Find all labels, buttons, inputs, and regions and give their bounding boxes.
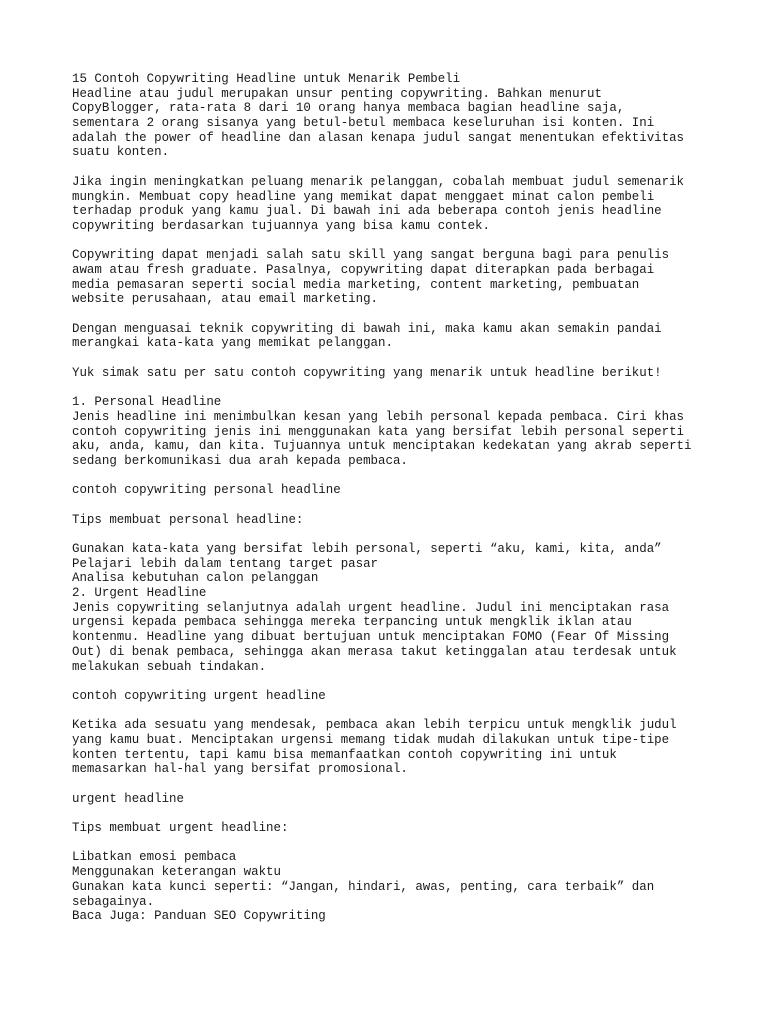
text-line: adalah the power of headline dan alasan kenapa judul sangat menentukan efektivitas xyxy=(72,130,685,145)
text-line: awam atau fresh graduate. Pasalnya, copywriting dapat diterapkan pada berbagai xyxy=(72,262,655,277)
text-line: Headline atau judul merupakan unsur penting copywriting. Bahkan menurut xyxy=(72,86,602,101)
blank-line xyxy=(72,836,712,851)
blank-line xyxy=(72,704,712,719)
text-line: Analisa kebutuhan calon pelanggan xyxy=(72,571,319,586)
text-line: suatu konten. xyxy=(72,145,170,160)
blank-line xyxy=(72,234,712,249)
text-line: contoh copywriting jenis ini menggunakan kata yang bersifat lebih personal seperti xyxy=(72,424,685,439)
blank-line xyxy=(72,307,712,322)
text-line: urgent headline xyxy=(72,791,184,806)
text-line: Jenis copywriting selanjutnya adalah urgent headline. Judul ini menciptakan rasa xyxy=(72,600,670,615)
text-line: Yuk simak satu per satu contoh copywriting yang menarik untuk headline berikut! xyxy=(72,365,662,380)
text-line: melakukan sebuah tindakan. xyxy=(72,659,267,674)
text-line: konten tertentu, tapi kamu bisa memanfaatkan contoh copywriting ini untuk xyxy=(72,747,617,762)
text-line: Menggunakan keterangan waktu xyxy=(72,865,281,880)
blank-line xyxy=(72,380,712,395)
blank-line xyxy=(72,351,712,366)
text-line: merangkai kata-kata yang memikat pelanggan. xyxy=(72,336,393,351)
blank-line xyxy=(72,469,712,484)
text-line: Out) di benak pembaca, sehingga akan merasa takut ketinggalan atau terdesak untuk xyxy=(72,644,677,659)
text-line: contoh copywriting personal headline xyxy=(72,483,341,498)
text-line: Pelajari lebih dalam tentang target pasar xyxy=(72,556,379,571)
blank-line xyxy=(72,674,712,689)
text-line: sebagainya. xyxy=(72,894,155,909)
text-line: 15 Contoh Copywriting Headline untuk Menarik Pembeli xyxy=(72,72,461,86)
text-line: Tips membuat personal headline: xyxy=(72,512,304,527)
text-line: Gunakan kata kunci seperti: “Jangan, hindari, awas, penting, cara terbaik” dan xyxy=(72,879,655,894)
document-page xyxy=(72,72,712,924)
text-line: Gunakan kata-kata yang bersifat lebih personal, seperti “aku, kami, kita, anda” xyxy=(72,542,662,556)
text-line: 1. Personal Headline xyxy=(72,395,222,410)
blank-line xyxy=(72,777,712,792)
text-line: yang kamu buat. Menciptakan urgensi memang tidak mudah dilakukan untuk tipe-tipe xyxy=(72,732,670,747)
text-line: Ketika ada sesuatu yang mendesak, pembaca akan lebih terpicu untuk mengklik judul xyxy=(72,718,677,733)
text-line: Dengan menguasai teknik copywriting di bawah ini, maka kamu akan semakin pandai xyxy=(72,321,662,336)
text-line: terhadap produk yang kamu jual. Di bawah ini ada beberapa contoh jenis headline xyxy=(72,204,662,219)
text-line: 2. Urgent Headline xyxy=(72,586,207,601)
blank-line xyxy=(72,527,712,542)
text-line: mungkin. Membuat copy headline yang memikat dapat menggaet minat calon pembeli xyxy=(72,189,655,204)
text-line: website perusahaan, atau email marketing. xyxy=(72,292,379,307)
text-line: memasarkan hal-hal yang bersifat promosional. xyxy=(72,762,408,777)
text-line: Baca Juga: Panduan SEO Copywriting xyxy=(72,909,326,924)
blank-line xyxy=(72,806,712,821)
text-line: aku, anda, kamu, dan kita. Tujuannya untuk menciptakan kedekatan yang akrab seperti xyxy=(72,439,692,454)
text-line: sementara 2 orang sisanya yang betul-betul membaca keseluruhan isi konten. Ini xyxy=(72,116,655,131)
text-line: copywriting berdasarkan tujuannya yang bisa kamu contek. xyxy=(72,218,490,233)
text-line: sedang berkomunikasi dua arah kepada pembaca. xyxy=(72,453,408,468)
text-line: kontenmu. Headline yang dibuat bertujuan untuk menciptakan FOMO (Fear Of Missing xyxy=(72,630,670,645)
text-line: Libatkan emosi pembaca xyxy=(72,850,237,865)
text-line: media pemasaran seperti social media marketing, content marketing, pembuatan xyxy=(72,277,640,292)
blank-line xyxy=(72,498,712,513)
text-line: Copywriting dapat menjadi salah satu skill yang sangat berguna bagi para penulis xyxy=(72,248,670,263)
text-line: CopyBlogger, rata-rata 8 dari 10 orang hanya membaca bagian headline saja, xyxy=(72,101,625,116)
text-line: Jenis headline ini menimbulkan kesan yang lebih personal kepada pembaca. Ciri khas xyxy=(72,409,685,424)
blank-line xyxy=(72,160,712,175)
text-line: contoh copywriting urgent headline xyxy=(72,688,326,703)
text-line: Tips membuat urgent headline: xyxy=(72,821,289,836)
text-line: urgensi kepada pembaca sehingga mereka terpancing untuk mengklik iklan atau xyxy=(72,615,632,630)
text-line: Jika ingin meningkatkan peluang menarik pelanggan, cobalah membuat judul semenarik xyxy=(72,174,685,189)
